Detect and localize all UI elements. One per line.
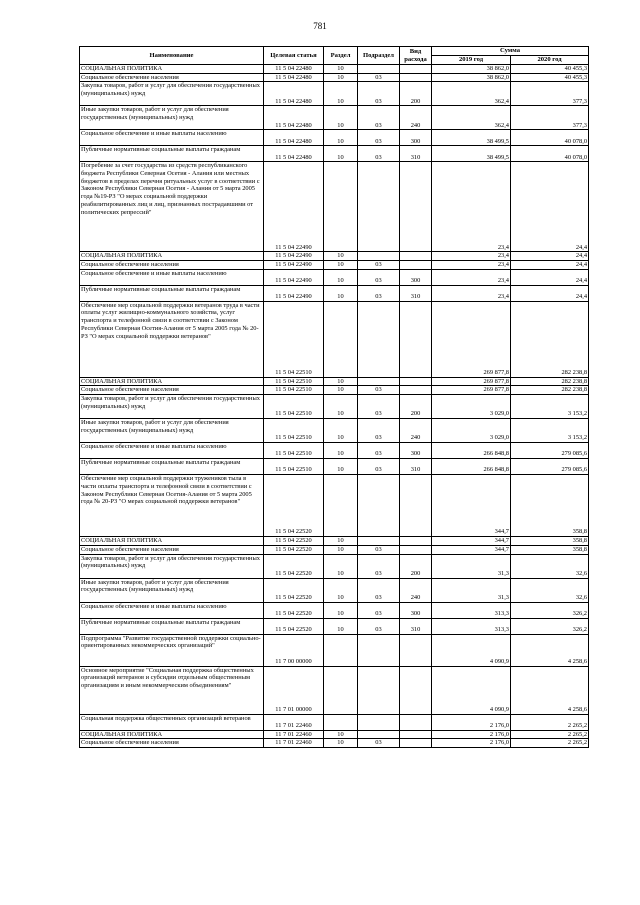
cell-code: 11 5 04 22490 (264, 261, 324, 270)
cell-code: 11 5 04 22520 (264, 537, 324, 546)
header-vid: Вид расхода (400, 47, 432, 65)
cell-podrazdel (358, 634, 400, 666)
cell-sum-2020: 24,4 (511, 162, 589, 252)
table-row (80, 618, 589, 634)
cell-vid: 310 (400, 285, 432, 301)
cell-razdel: 10 (324, 377, 358, 386)
cell-razdel: 10 (324, 386, 358, 395)
cell-code: 11 5 04 22510 (264, 443, 324, 459)
cell-sum-2020: 24,4 (511, 269, 589, 285)
cell-razdel (324, 714, 358, 730)
cell-sum-2019: 38 862,0 (432, 73, 511, 82)
cell-name: Социальное обеспечение населения (80, 739, 264, 748)
cell-sum-2020: 2 265,2 (511, 730, 589, 739)
cell-podrazdel: 03 (358, 261, 400, 270)
cell-razdel: 10 (324, 459, 358, 475)
cell-name: Социальное обеспечение и иные выплаты населению (80, 130, 264, 146)
cell-name: Погребение за счет государства из средств республиканского бюджета Республики Северная Осетия - Алания или местных бюджетов в пределах перечня ритуальных услуг в соответствии с Законом Республики Северная Осетия - Алания от 5 марта 2005 года №19-РЗ "О мерах социальной поддержки реабилитированных лиц и лиц, признанных пострадавшими от политических репрессий" (80, 162, 264, 252)
cell-sum-2019: 266 848,8 (432, 443, 511, 459)
table-row (80, 554, 589, 578)
cell-razdel: 10 (324, 106, 358, 130)
cell-code: 11 5 04 22510 (264, 377, 324, 386)
table-row (80, 578, 589, 602)
cell-code: 11 5 04 22520 (264, 578, 324, 602)
cell-podrazdel (358, 730, 400, 739)
cell-sum-2020: 326,2 (511, 618, 589, 634)
cell-sum-2019: 2 176,0 (432, 730, 511, 739)
cell-sum-2020: 377,3 (511, 82, 589, 106)
cell-sum-2020: 279 085,6 (511, 459, 589, 475)
cell-podrazdel (358, 377, 400, 386)
header-summa: Сумма (432, 47, 589, 56)
cell-vid: 200 (400, 82, 432, 106)
cell-sum-2019: 313,3 (432, 602, 511, 618)
cell-vid: 310 (400, 146, 432, 162)
cell-name: Иные закупки товаров, работ и услуг для обеспечения государственных (муниципальных) нужд (80, 578, 264, 602)
cell-podrazdel: 03 (358, 602, 400, 618)
cell-sum-2020: 4 258,6 (511, 666, 589, 714)
cell-vid: 300 (400, 602, 432, 618)
cell-vid (400, 634, 432, 666)
cell-podrazdel (358, 475, 400, 537)
cell-razdel: 10 (324, 130, 358, 146)
cell-code: 11 5 04 22520 (264, 475, 324, 537)
table-row (80, 537, 589, 546)
cell-vid: 310 (400, 618, 432, 634)
table-row (80, 65, 589, 74)
cell-code: 11 7 01 00000 (264, 666, 324, 714)
cell-sum-2019: 3 029,0 (432, 395, 511, 419)
cell-sum-2020: 40 078,0 (511, 130, 589, 146)
cell-sum-2019: 3 029,0 (432, 419, 511, 443)
cell-razdel: 10 (324, 269, 358, 285)
cell-code: 11 5 04 22490 (264, 285, 324, 301)
cell-sum-2020: 4 258,6 (511, 634, 589, 666)
cell-name: Закупка товаров, работ и услуг для обеспечения государственных (муниципальных) нужд (80, 395, 264, 419)
cell-sum-2020: 32,6 (511, 578, 589, 602)
cell-sum-2019: 31,3 (432, 554, 511, 578)
cell-razdel: 10 (324, 82, 358, 106)
table-row (80, 475, 589, 537)
table-row (80, 730, 589, 739)
cell-code: 11 5 04 22510 (264, 395, 324, 419)
cell-sum-2019: 23,4 (432, 261, 511, 270)
table-row (80, 443, 589, 459)
header-year-2019: 2019 год (432, 56, 511, 65)
cell-vid: 200 (400, 554, 432, 578)
cell-name: Социальное обеспечение населения (80, 261, 264, 270)
cell-sum-2019: 269 877,8 (432, 386, 511, 395)
cell-code: 11 7 01 22460 (264, 714, 324, 730)
cell-sum-2019: 38 862,0 (432, 65, 511, 74)
cell-podrazdel (358, 252, 400, 261)
cell-name: Социальное обеспечение населения (80, 386, 264, 395)
cell-code: 11 5 04 22480 (264, 73, 324, 82)
table-row (80, 634, 589, 666)
cell-sum-2019: 38 499,5 (432, 146, 511, 162)
cell-vid (400, 537, 432, 546)
cell-sum-2019: 4 090,9 (432, 634, 511, 666)
cell-razdel: 10 (324, 261, 358, 270)
table-row (80, 82, 589, 106)
cell-sum-2019: 362,4 (432, 106, 511, 130)
cell-podrazdel: 03 (358, 545, 400, 554)
cell-razdel (324, 475, 358, 537)
cell-vid (400, 301, 432, 377)
cell-code: 11 5 04 22510 (264, 386, 324, 395)
table-row (80, 252, 589, 261)
table-row (80, 377, 589, 386)
cell-sum-2020: 282 238,8 (511, 301, 589, 377)
cell-podrazdel: 03 (358, 82, 400, 106)
cell-code: 11 5 04 22520 (264, 602, 324, 618)
cell-sum-2019: 23,4 (432, 252, 511, 261)
cell-vid (400, 666, 432, 714)
cell-name: Иные закупки товаров, работ и услуг для обеспечения государственных (муниципальных) нужд (80, 106, 264, 130)
cell-code: 11 5 04 22480 (264, 82, 324, 106)
cell-vid: 300 (400, 269, 432, 285)
table-row (80, 419, 589, 443)
cell-name: Социальное обеспечение населения (80, 545, 264, 554)
cell-sum-2019: 269 877,8 (432, 301, 511, 377)
table-row (80, 106, 589, 130)
cell-razdel: 10 (324, 443, 358, 459)
cell-sum-2020: 3 153,2 (511, 395, 589, 419)
cell-code: 11 5 04 22480 (264, 146, 324, 162)
table-header (80, 47, 589, 65)
cell-razdel: 10 (324, 602, 358, 618)
cell-razdel: 10 (324, 419, 358, 443)
cell-sum-2019: 344,7 (432, 537, 511, 546)
cell-name: Публичные нормативные социальные выплаты гражданам (80, 618, 264, 634)
cell-podrazdel: 03 (358, 739, 400, 748)
cell-sum-2020: 24,4 (511, 252, 589, 261)
cell-podrazdel: 03 (358, 578, 400, 602)
cell-vid (400, 261, 432, 270)
cell-code: 11 5 04 22490 (264, 252, 324, 261)
cell-name: Основное мероприятие "Социальная поддержка общественных организаций ветеранов и субсидии отдельным общественным организациям и иным некоммерческим объединениям" (80, 666, 264, 714)
table-row (80, 714, 589, 730)
cell-vid (400, 252, 432, 261)
cell-podrazdel: 03 (358, 554, 400, 578)
cell-razdel: 10 (324, 618, 358, 634)
table-row (80, 285, 589, 301)
cell-sum-2020: 326,2 (511, 602, 589, 618)
table-row (80, 261, 589, 270)
cell-code: 11 5 04 22520 (264, 545, 324, 554)
cell-sum-2020: 24,4 (511, 261, 589, 270)
cell-code: 11 5 04 22480 (264, 130, 324, 146)
cell-sum-2020: 40 078,0 (511, 146, 589, 162)
cell-sum-2019: 269 877,8 (432, 377, 511, 386)
cell-razdel: 10 (324, 578, 358, 602)
cell-razdel (324, 666, 358, 714)
cell-name: Социальное обеспечение и иные выплаты населению (80, 602, 264, 618)
cell-vid (400, 386, 432, 395)
cell-vid: 300 (400, 130, 432, 146)
cell-name: Обеспечение мер социальной поддержки тружеников тыла в части оплаты транспорта и телефонной связи в соответствии с Законом Республики Северная Осетия-Алания от 5 марта 2005 года № 20-РЗ "О мерах социальной поддержки ветеранов" (80, 475, 264, 537)
cell-podrazdel: 03 (358, 106, 400, 130)
cell-sum-2019: 2 176,0 (432, 714, 511, 730)
cell-name: Публичные нормативные социальные выплаты гражданам (80, 285, 264, 301)
cell-vid (400, 739, 432, 748)
cell-vid: 240 (400, 106, 432, 130)
cell-vid: 240 (400, 419, 432, 443)
page-number: 781 (313, 21, 327, 31)
cell-code: 11 5 04 22480 (264, 106, 324, 130)
table-row (80, 301, 589, 377)
cell-podrazdel (358, 162, 400, 252)
cell-name: СОЦИАЛЬНАЯ ПОЛИТИКА (80, 252, 264, 261)
cell-sum-2020: 377,3 (511, 106, 589, 130)
cell-name: СОЦИАЛЬНАЯ ПОЛИТИКА (80, 65, 264, 74)
cell-sum-2019: 362,4 (432, 82, 511, 106)
cell-sum-2019: 344,7 (432, 545, 511, 554)
header-podrazdel: Подраздел (358, 47, 400, 65)
cell-podrazdel: 03 (358, 386, 400, 395)
cell-name: СОЦИАЛЬНАЯ ПОЛИТИКА (80, 730, 264, 739)
cell-podrazdel: 03 (358, 269, 400, 285)
cell-code: 11 5 04 22510 (264, 419, 324, 443)
cell-sum-2020: 279 085,6 (511, 443, 589, 459)
table-row (80, 162, 589, 252)
cell-vid (400, 162, 432, 252)
cell-razdel: 10 (324, 730, 358, 739)
cell-podrazdel (358, 537, 400, 546)
cell-podrazdel: 03 (358, 443, 400, 459)
cell-vid: 200 (400, 395, 432, 419)
cell-name: Публичные нормативные социальные выплаты гражданам (80, 146, 264, 162)
cell-vid (400, 73, 432, 82)
cell-sum-2019: 38 499,5 (432, 130, 511, 146)
cell-sum-2019: 23,4 (432, 269, 511, 285)
cell-sum-2019: 4 090,9 (432, 666, 511, 714)
cell-podrazdel: 03 (358, 395, 400, 419)
cell-razdel: 10 (324, 545, 358, 554)
cell-name: Подпрограмма "Развитие государственной поддержки социально-ориентированных некоммерческих организаций" (80, 634, 264, 666)
cell-name: Публичные нормативные социальные выплаты гражданам (80, 459, 264, 475)
cell-razdel: 10 (324, 537, 358, 546)
cell-vid (400, 545, 432, 554)
cell-code: 11 5 04 22510 (264, 459, 324, 475)
cell-vid (400, 377, 432, 386)
cell-code: 11 5 04 22520 (264, 554, 324, 578)
cell-sum-2019: 266 848,8 (432, 459, 511, 475)
header-code: Целевая статья (264, 47, 324, 65)
cell-sum-2020: 32,6 (511, 554, 589, 578)
table-row (80, 146, 589, 162)
cell-code: 11 5 04 22520 (264, 618, 324, 634)
table-row (80, 386, 589, 395)
cell-code: 11 5 04 22490 (264, 269, 324, 285)
cell-vid (400, 714, 432, 730)
table-row (80, 739, 589, 748)
cell-name: Социальная поддержка общественных организаций ветеранов (80, 714, 264, 730)
cell-sum-2020: 2 265,2 (511, 739, 589, 748)
cell-name: Обеспечение мер социальной поддержки ветеранов труда в части оплаты услуг жилищно-коммунального хозяйства, услуг транспорта и телефонной связи в соответствии с Законом Республики Северная Осетия-Алания от 5 марта 2005 года № 20- РЗ "О мерах социальной поддержки ветеранов" (80, 301, 264, 377)
cell-code: 11 7 00 00000 (264, 634, 324, 666)
table-row (80, 395, 589, 419)
table-body (80, 65, 589, 748)
cell-podrazdel: 03 (358, 618, 400, 634)
cell-razdel: 10 (324, 395, 358, 419)
cell-podrazdel (358, 666, 400, 714)
table-row (80, 73, 589, 82)
cell-razdel: 10 (324, 554, 358, 578)
cell-name: СОЦИАЛЬНАЯ ПОЛИТИКА (80, 537, 264, 546)
cell-vid (400, 730, 432, 739)
cell-vid: 310 (400, 459, 432, 475)
cell-podrazdel: 03 (358, 73, 400, 82)
table-row (80, 130, 589, 146)
cell-podrazdel (358, 65, 400, 74)
cell-sum-2020: 358,8 (511, 537, 589, 546)
cell-sum-2020: 2 265,2 (511, 714, 589, 730)
header-name: Наименование (80, 47, 264, 65)
cell-podrazdel: 03 (358, 419, 400, 443)
cell-sum-2019: 313,3 (432, 618, 511, 634)
cell-razdel: 10 (324, 73, 358, 82)
cell-code: 11 5 04 22490 (264, 162, 324, 252)
header-razdel: Раздел (324, 47, 358, 65)
cell-podrazdel: 03 (358, 285, 400, 301)
cell-razdel: 10 (324, 285, 358, 301)
cell-code: 11 5 04 22480 (264, 65, 324, 74)
cell-razdel: 10 (324, 252, 358, 261)
cell-podrazdel (358, 301, 400, 377)
cell-sum-2019: 23,4 (432, 285, 511, 301)
cell-sum-2020: 40 455,3 (511, 65, 589, 74)
cell-razdel: 10 (324, 739, 358, 748)
cell-podrazdel (358, 714, 400, 730)
table-row (80, 545, 589, 554)
cell-razdel (324, 301, 358, 377)
cell-podrazdel: 03 (358, 146, 400, 162)
cell-name: Закупка товаров, работ и услуг для обеспечения государственных (муниципальных) нужд (80, 554, 264, 578)
cell-code: 11 7 01 22460 (264, 730, 324, 739)
cell-name: Социальное обеспечение населения (80, 73, 264, 82)
cell-name: Закупка товаров, работ и услуг для обеспечения государственных (муниципальных) нужд (80, 82, 264, 106)
cell-code: 11 5 04 22510 (264, 301, 324, 377)
table-row (80, 666, 589, 714)
cell-sum-2020: 282 238,8 (511, 377, 589, 386)
cell-vid: 300 (400, 443, 432, 459)
cell-name: Иные закупки товаров, работ и услуг для обеспечения государственных (муниципальных) нужд (80, 419, 264, 443)
cell-name: СОЦИАЛЬНАЯ ПОЛИТИКА (80, 377, 264, 386)
cell-sum-2020: 358,8 (511, 545, 589, 554)
table-row (80, 602, 589, 618)
cell-sum-2019: 2 176,0 (432, 739, 511, 748)
cell-razdel (324, 634, 358, 666)
budget-table (79, 46, 589, 748)
cell-sum-2019: 344,7 (432, 475, 511, 537)
cell-sum-2020: 358,8 (511, 475, 589, 537)
cell-razdel: 10 (324, 146, 358, 162)
cell-sum-2020: 282 238,8 (511, 386, 589, 395)
cell-razdel (324, 162, 358, 252)
table-row (80, 459, 589, 475)
cell-sum-2019: 31,3 (432, 578, 511, 602)
cell-razdel: 10 (324, 65, 358, 74)
cell-name: Социальное обеспечение и иные выплаты населению (80, 269, 264, 285)
cell-vid (400, 65, 432, 74)
cell-vid: 240 (400, 578, 432, 602)
cell-podrazdel: 03 (358, 130, 400, 146)
cell-sum-2020: 24,4 (511, 285, 589, 301)
cell-name: Социальное обеспечение и иные выплаты населению (80, 443, 264, 459)
header-year-2020: 2020 год (511, 56, 589, 65)
cell-code: 11 7 01 22460 (264, 739, 324, 748)
cell-sum-2019: 23,4 (432, 162, 511, 252)
cell-sum-2020: 40 455,3 (511, 73, 589, 82)
cell-sum-2020: 3 153,2 (511, 419, 589, 443)
cell-vid (400, 475, 432, 537)
cell-podrazdel: 03 (358, 459, 400, 475)
table-row (80, 269, 589, 285)
